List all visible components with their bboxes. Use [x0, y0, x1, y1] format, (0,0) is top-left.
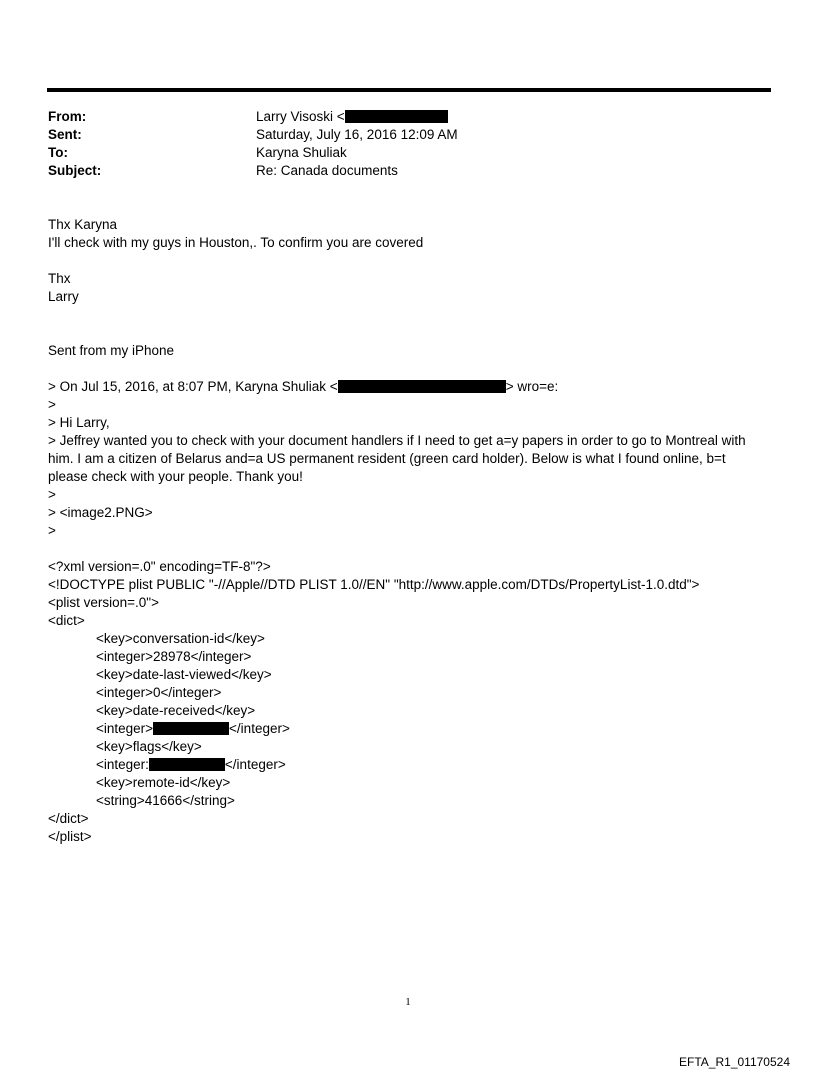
blank-line: [48, 306, 768, 324]
plist-line: [48, 720, 768, 738]
plist-line: <!DOCTYPE plist PUBLIC "-//Apple//DTD PLIST 1.0//EN" "http://www.apple.com/DTDs/PropertyList-1.0.dtd">: [48, 577, 700, 592]
blank-line: [48, 360, 768, 378]
from-row: [48, 108, 768, 126]
reply-line: I'll check with my guys in Houston,. To confirm you are covered: [48, 235, 424, 250]
plist-line: <integer>28978</integer>: [96, 649, 252, 664]
to-label: To:: [48, 145, 68, 160]
email-header: [48, 108, 768, 180]
plist-line: </dict>: [48, 811, 89, 826]
to-row: [48, 144, 768, 162]
plist-line: [48, 756, 768, 774]
plist-line: <plist version=.0">: [48, 595, 159, 610]
sent-row: [48, 126, 768, 144]
blank-line: [48, 324, 768, 342]
quoted-intro-start: > On Jul 15, 2016, at 8:07 PM, Karyna Shuliak <: [48, 379, 338, 394]
plist-line: <?xml version=.0" encoding=TF-8"?>: [48, 559, 271, 574]
quote-marker: >: [48, 523, 56, 538]
reply-line: Thx: [48, 271, 71, 286]
plist-line: <key>remote-id</key>: [96, 775, 231, 790]
plist-line: <dict>: [48, 613, 85, 628]
subject-label: Subject:: [48, 163, 102, 178]
plist-line: <string>41666</string>: [96, 793, 235, 808]
plist-line: <key>date-last-viewed</key>: [96, 667, 272, 682]
quote-marker: >: [48, 397, 56, 412]
quoted-intro: [48, 378, 768, 396]
from-value: [256, 108, 448, 126]
redaction-bar: [345, 110, 448, 123]
sent-label: Sent:: [48, 127, 82, 142]
quoted-attachment: > <image2.PNG>: [48, 505, 153, 520]
quoted-greeting: > Hi Larry,: [48, 415, 110, 430]
plist-line: <key>date-received</key>: [96, 703, 256, 718]
redaction-bar: [338, 380, 506, 393]
reply-line: Larry: [48, 289, 79, 304]
reply-line: Thx Karyna: [48, 217, 118, 232]
quote-marker: >: [48, 487, 56, 502]
plist-line: <integer>0</integer>: [96, 685, 222, 700]
plist-open-tag: <integer>: [96, 721, 154, 736]
quoted-intro-end: > wro=e:: [505, 379, 559, 394]
plist-open-tag: <integer:: [96, 757, 149, 772]
blank-line: [48, 540, 768, 558]
from-name: Larry Visoski <: [256, 109, 345, 124]
header-rule: [47, 88, 771, 92]
from-label: From:: [48, 109, 87, 124]
redaction-bar: [153, 722, 229, 735]
subject-row: [48, 162, 768, 180]
page-number: 1: [405, 996, 411, 1008]
email-body: [48, 216, 768, 846]
plist-close-tag: </integer>: [229, 721, 290, 736]
plist-close-tag: </integer>: [224, 757, 286, 772]
quoted-paragraph: > Jeffrey wanted you to check with your document handlers if I need to get a=y papers in order to go to Montreal with him. I am a citizen of Belarus and=a US permanent resident (green card holder). Below is what I found online, b=t please check with your people. Thank you!: [48, 433, 750, 484]
redaction-bar: [149, 758, 225, 771]
subject-value: Re: Canada documents: [256, 163, 398, 178]
signature-line: Sent from my iPhone: [48, 343, 175, 358]
plist-line: <key>conversation-id</key>: [96, 631, 265, 646]
blank-line: [48, 252, 768, 270]
plist-line: <key>flags</key>: [96, 739, 202, 754]
plist-line: </plist>: [48, 829, 92, 844]
to-value: Karyna Shuliak: [256, 145, 347, 160]
document-id: EFTA_R1_01170524: [679, 1055, 790, 1069]
sent-value: Saturday, July 16, 2016 12:09 AM: [256, 127, 458, 142]
